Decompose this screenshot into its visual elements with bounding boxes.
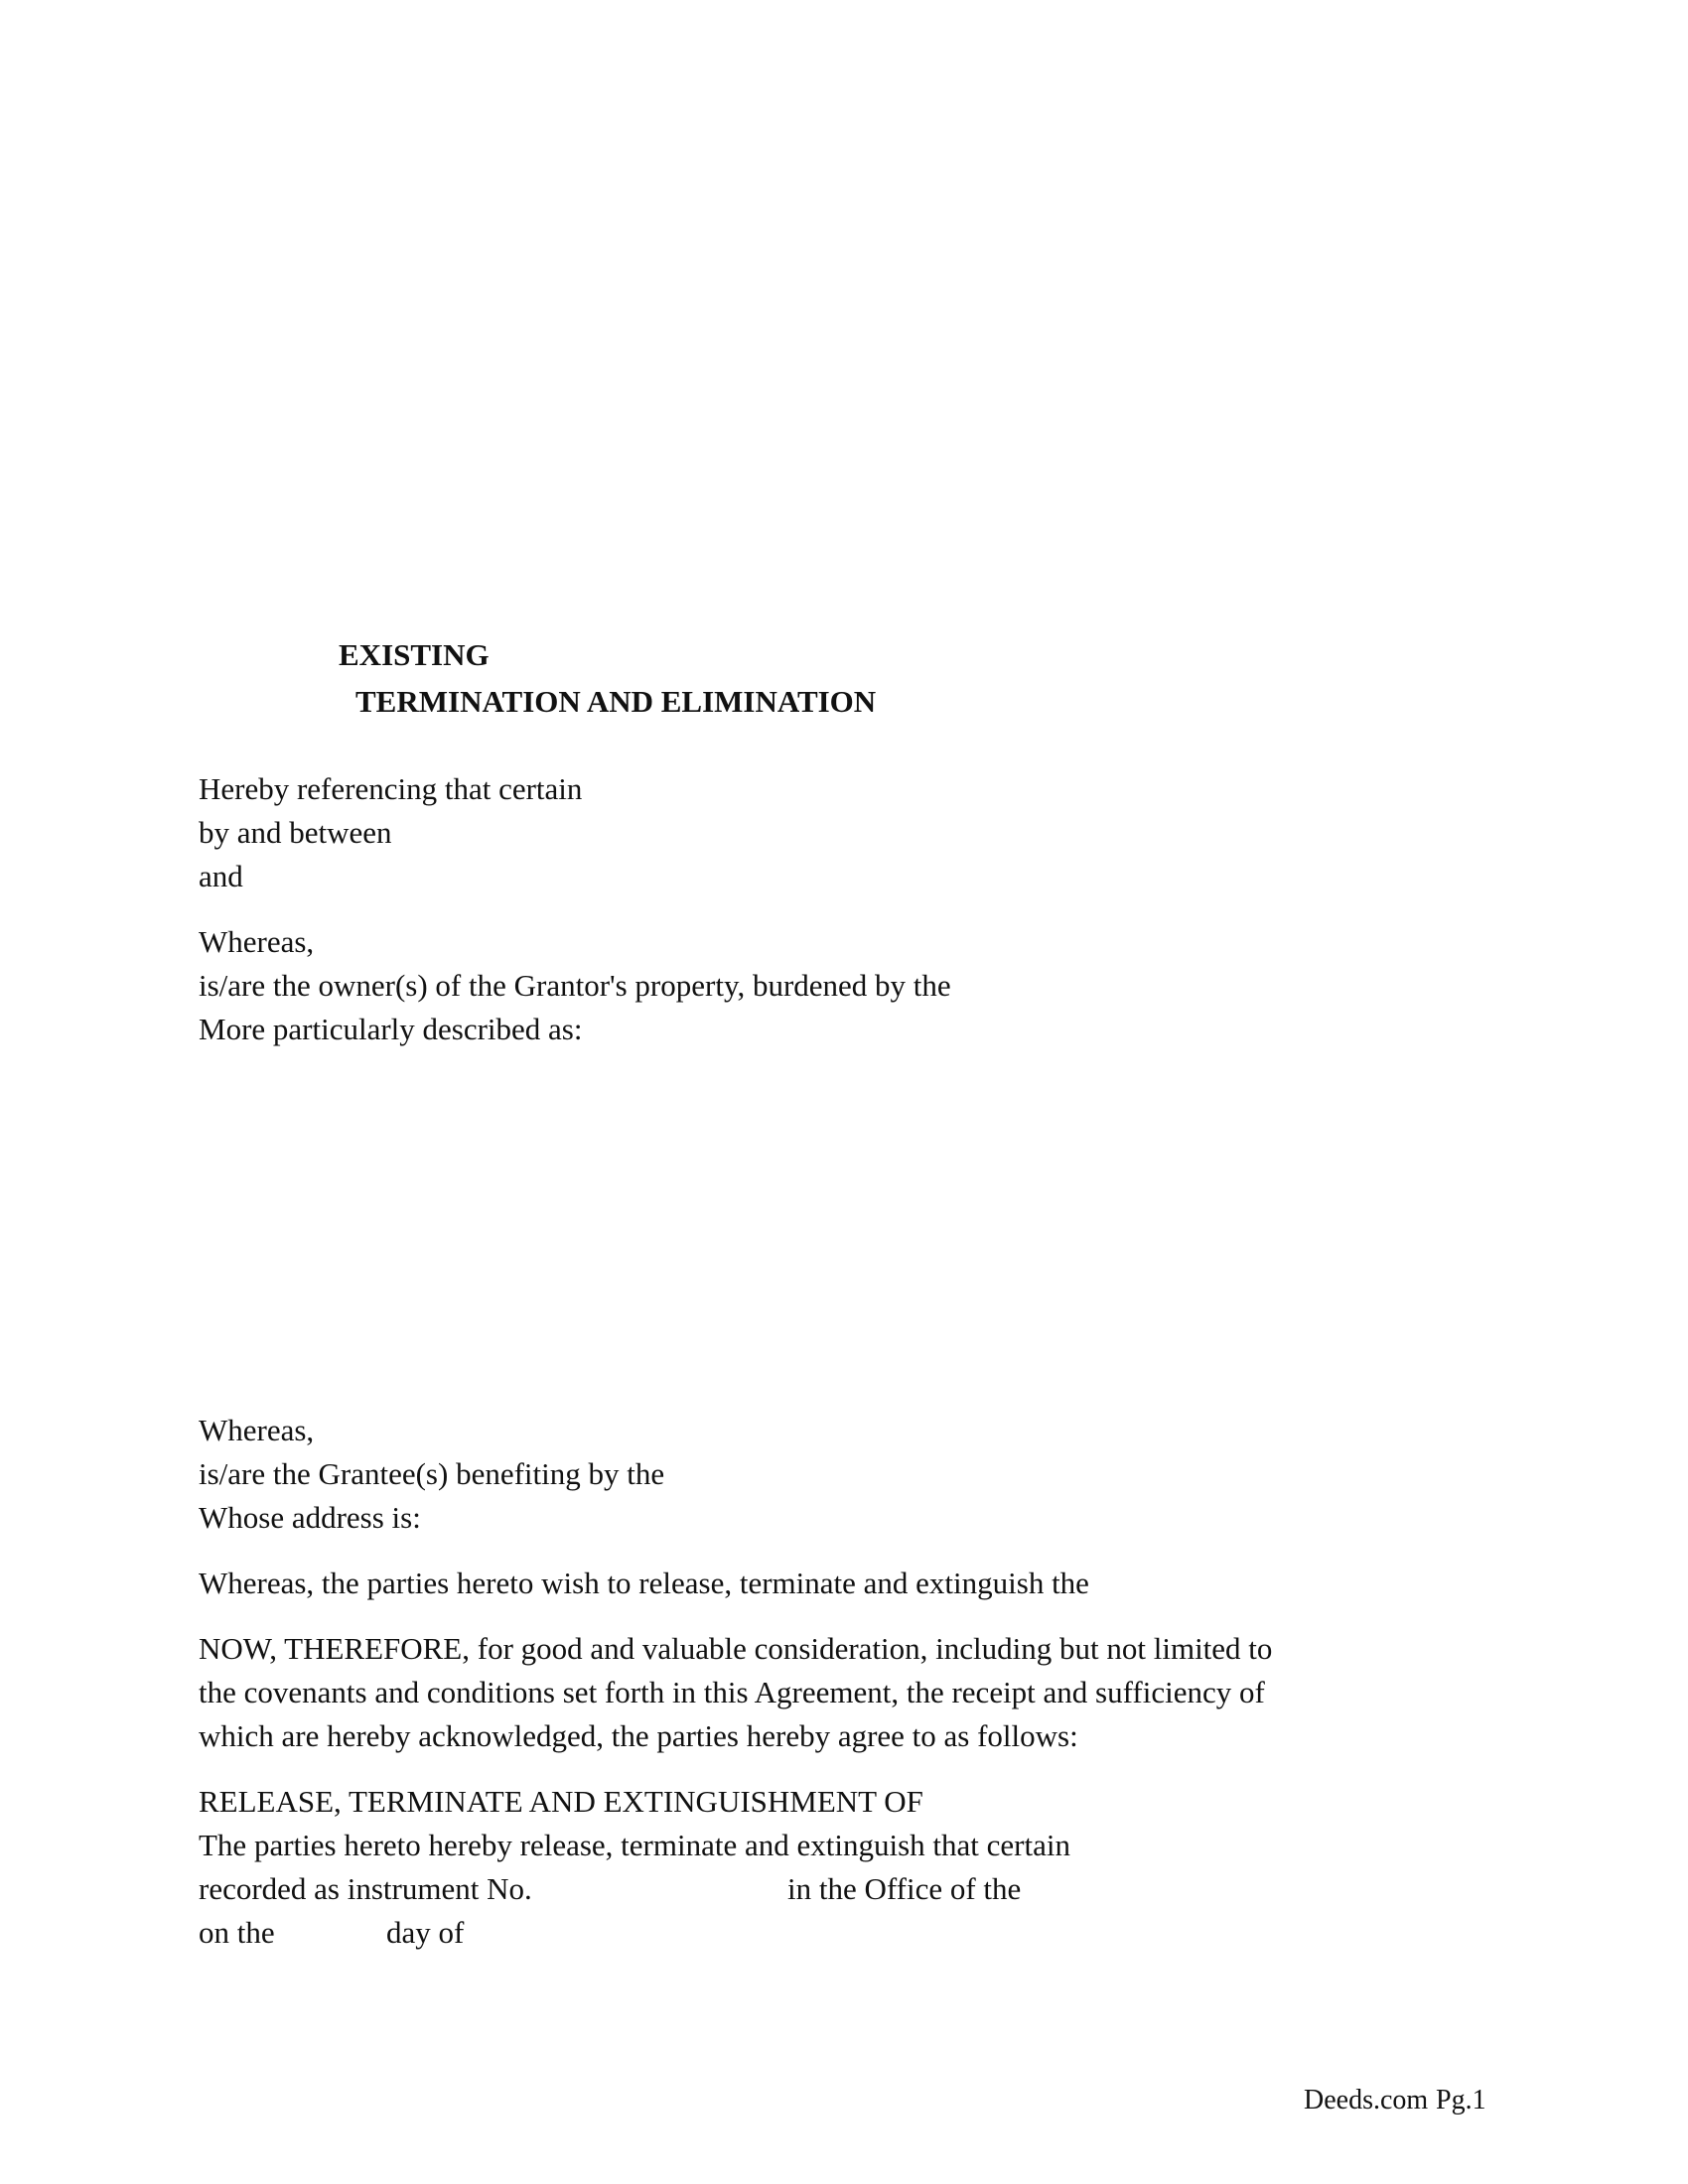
- now-therefore-line2: the covenants and conditions set forth in this Agreement, the receipt and sufficiency of: [199, 1675, 1265, 1709]
- release-line2-instrument: recorded as instrument No.: [199, 1871, 532, 1906]
- whereas-grantee-line1: Whereas,: [199, 1413, 315, 1447]
- now-therefore-line1: NOW, THEREFORE, for good and valuable consideration, including but not limited to: [199, 1631, 1273, 1666]
- document-title-line2: TERMINATION AND ELIMINATION: [355, 684, 877, 719]
- whereas-grantee-line2: is/are the Grantee(s) benefiting by the: [199, 1456, 665, 1491]
- release-line2-office: in the Office of the: [787, 1871, 1022, 1906]
- release-heading: RELEASE, TERMINATE AND EXTINGUISHMENT OF: [199, 1784, 923, 1819]
- whereas-grantee-line3: Whose address is:: [199, 1500, 421, 1535]
- now-therefore-line3: which are hereby acknowledged, the parties hereby agree to as follows:: [199, 1718, 1078, 1753]
- document-title-line1: EXISTING: [339, 637, 490, 672]
- whereas-owner-line1: Whereas,: [199, 924, 315, 959]
- whereas-owner-line3: More particularly described as:: [199, 1012, 583, 1046]
- whereas-owner-line2: is/are the owner(s) of the Grantor's property, burdened by the: [199, 968, 951, 1003]
- footer-page-number: Pg.1: [1436, 2085, 1486, 2116]
- release-line3-on-the: on the: [199, 1915, 275, 1950]
- referencing-line3: and: [199, 859, 243, 893]
- release-line1: The parties hereto hereby release, terminate and extinguish that certain: [199, 1828, 1070, 1862]
- release-line3-day-of: day of: [386, 1915, 465, 1950]
- referencing-line1: Hereby referencing that certain: [199, 771, 583, 806]
- whereas-release-line: Whereas, the parties hereto wish to release, terminate and extinguish the: [199, 1566, 1089, 1600]
- referencing-line2: by and between: [199, 815, 392, 850]
- footer-brand: Deeds.com: [1304, 2085, 1429, 2116]
